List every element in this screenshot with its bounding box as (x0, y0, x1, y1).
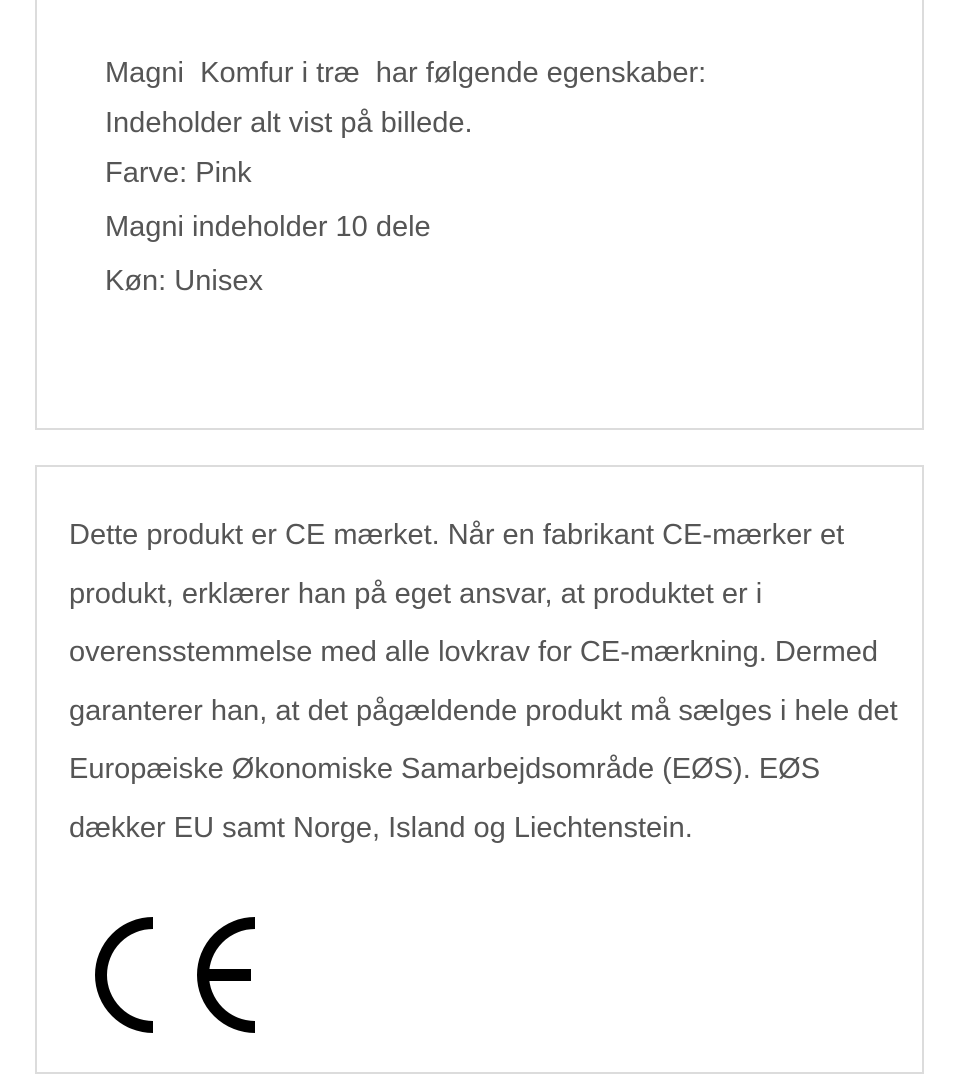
ce-mark-logo (91, 915, 259, 1035)
ce-notice-panel (35, 465, 924, 1074)
feature-parts-count: Magni indeholder 10 dele (105, 211, 431, 243)
feature-contents: Indeholder alt vist på billede. (105, 107, 473, 139)
feature-heading: Magni Komfur i træ har følgende egenskaber: (105, 57, 707, 89)
product-features-list (105, 56, 706, 314)
feature-gender: Køn: Unisex (105, 265, 263, 297)
feature-color: Farve: Pink (105, 157, 252, 189)
ce-notice-text: Dette produkt er CE mærket. Når en fabrikant CE-mærker et produkt, erklærer han på eget ansvar, at produktet er i overensstemmelse med alle lovkrav for CE-mærkning. Dermed garanterer han, at det pågældende produkt må sælges i hele det Europæiske Økonomiske Samarbejdsområde (EØS). EØS dækker EU samt Norge, Island og Liechtenstein. (69, 519, 898, 844)
product-features-panel (35, 0, 924, 430)
